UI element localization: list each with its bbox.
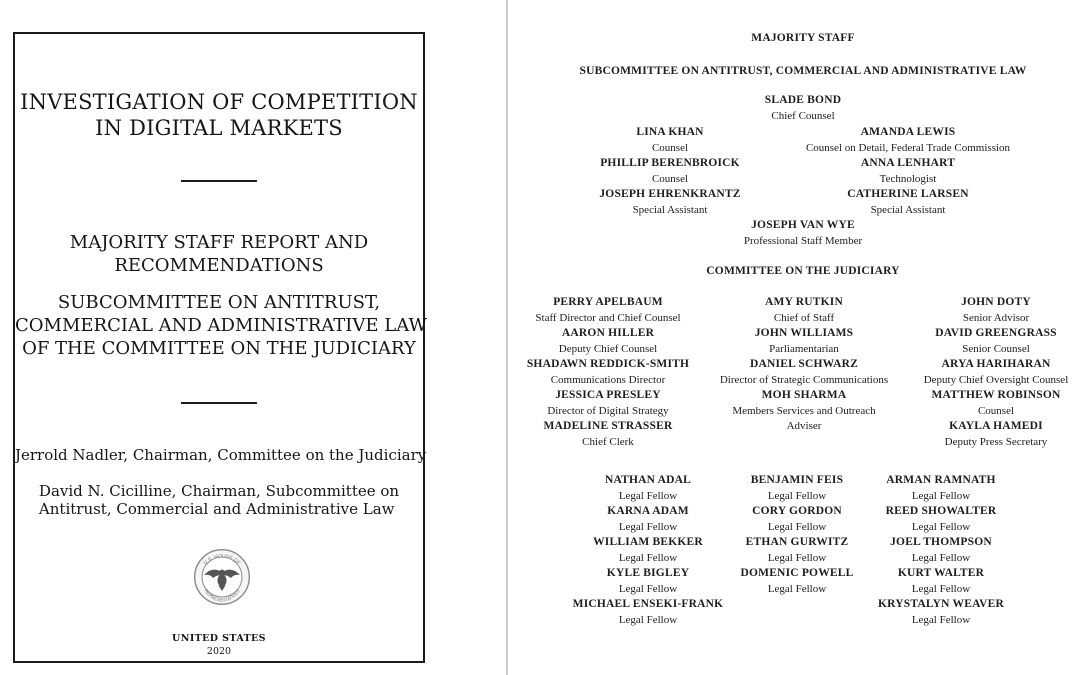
- publisher-line: UNITED STATES: [172, 633, 266, 644]
- report-subtitle: [15, 231, 423, 277]
- staff-title: Legal Fellow: [618, 489, 678, 502]
- subcommittee-title-line-2: COMMERCIAL AND ADMINISTRATIVE LAW: [15, 315, 427, 336]
- staff-title: Parliamentarian: [769, 342, 839, 355]
- staff-title: Legal Fellow: [767, 489, 827, 502]
- subcommittee-staff-column-1: [540, 125, 800, 218]
- staff-title: Director of Strategic Communications: [719, 373, 889, 386]
- staff-name: BENJAMIN FEIS: [750, 474, 844, 486]
- committee-staff-column-3: [901, 295, 1080, 450]
- chairman-line: Jerrold Nadler, Chairman, Committee on the Judiciary: [15, 446, 427, 464]
- staff-name: KAYLA HAMEDI: [949, 420, 1043, 432]
- staff-name: AARON HILLER: [561, 327, 655, 339]
- staff-name: AMY RUTKIN: [765, 296, 843, 308]
- staff-member: [709, 388, 899, 435]
- house-seal: [193, 548, 251, 606]
- seal-top-text: U.S. HOUSE OF: [202, 553, 242, 567]
- staff-name: JOSEPH EHRENKRANTZ: [599, 188, 741, 200]
- subcommittee-chairman-line-2: Antitrust, Commercial and Administrative Law: [38, 500, 395, 518]
- staff-member: [709, 357, 899, 388]
- staff-title: Legal Fellow: [911, 582, 971, 595]
- staff-name: KURT WALTER: [897, 567, 985, 579]
- staff-title: Legal Fellow: [618, 551, 678, 564]
- staff-name: KARNA ADAM: [607, 505, 689, 517]
- divider-rule-top: [181, 180, 257, 182]
- staff-title: Special Assistant: [632, 203, 708, 216]
- staff-name: LINA KHAN: [636, 126, 704, 138]
- staff-name: MOH SHARMA: [761, 389, 847, 401]
- report-subtitle-line-1: MAJORITY STAFF REPORT AND: [69, 232, 369, 253]
- staff-name: ARYA HARIHARAN: [941, 358, 1051, 370]
- staff-name: KRYSTALYN WEAVER: [877, 598, 1005, 610]
- staff-member: [540, 125, 800, 156]
- cover-footer: [15, 632, 423, 658]
- staff-member: [901, 357, 1080, 388]
- staff-title: Members Services and Outreach: [732, 404, 876, 417]
- report-title: [15, 89, 423, 141]
- staff-title: Legal Fellow: [618, 582, 678, 595]
- committee-staff-column-2: [709, 295, 899, 435]
- staff-name: MADELINE STRASSER: [543, 420, 673, 432]
- committee-heading: COMMITTEE ON THE JUDICIARY: [706, 265, 900, 277]
- staff-name: SHADAWN REDDICK-SMITH: [526, 358, 690, 370]
- legal-fellows-column-3: [856, 473, 1026, 628]
- staff-member: [709, 326, 899, 357]
- staff-name: KYLE BIGLEY: [606, 567, 690, 579]
- cover-border-box: [13, 32, 425, 663]
- staff-title: Legal Fellow: [618, 613, 678, 626]
- staff-title: Senior Advisor: [962, 311, 1030, 324]
- staff-title: Deputy Chief Counsel: [558, 342, 658, 355]
- professional-staff-entry: [508, 218, 1080, 249]
- staff-title: Counsel: [651, 141, 689, 154]
- staff-title: Legal Fellow: [767, 551, 827, 564]
- staff-title: Director of Digital Strategy: [547, 404, 669, 417]
- staff-member: [513, 295, 703, 326]
- report-title-line-2: IN DIGITAL MARKETS: [95, 116, 343, 140]
- staff-member: [513, 326, 703, 357]
- staff-name: MATTHEW ROBINSON: [931, 389, 1061, 401]
- staff-title: Deputy Press Secretary: [944, 435, 1048, 448]
- staff-name: JESSICA PRESLEY: [555, 389, 661, 401]
- staff-member: [856, 535, 1026, 566]
- staff-member: [856, 504, 1026, 535]
- staff-name: WILLIAM BEKKER: [593, 536, 703, 548]
- seal-bottom-text: REPRESENTATIVES: [203, 588, 241, 603]
- report-title-line-1: INVESTIGATION OF COMPETITION: [20, 90, 418, 114]
- staff-member: [563, 597, 733, 628]
- staff-name: PHILLIP BERENBROICK: [600, 157, 740, 169]
- staff-title: Chief Clerk: [582, 435, 634, 448]
- staff-member: [563, 566, 733, 597]
- subcommittee-title-line-3: OF THE COMMITTEE ON THE JUDICIARY: [22, 338, 416, 359]
- staff-title-line2: Adviser: [786, 420, 822, 432]
- staff-name: JOHN DOTY: [961, 296, 1031, 308]
- staff-member: [856, 597, 1026, 628]
- divider-rule-bottom: [181, 402, 257, 404]
- staff-name: ARMAN RAMNATH: [886, 474, 996, 486]
- staff-name: JOHN WILLIAMS: [754, 327, 854, 339]
- staff-title: Chief Counsel: [771, 109, 835, 122]
- subcommittee-chairman-line-1: David N. Cicilline, Chairman, Subcommittee on: [38, 482, 400, 500]
- staff-title: Technologist: [879, 172, 937, 185]
- staff-title: Legal Fellow: [911, 613, 971, 626]
- staff-title: Counsel on Detail, Federal Trade Commission: [805, 141, 1011, 154]
- staff-member: [901, 419, 1080, 450]
- staff-title: Counsel: [977, 404, 1015, 417]
- majority-staff-heading: MAJORITY STAFF: [751, 32, 855, 44]
- staff-member: [563, 473, 733, 504]
- staff-name: AMANDA LEWIS: [860, 126, 956, 138]
- staff-title: Legal Fellow: [767, 582, 827, 595]
- staff-name: DAVID GREENGRASS: [935, 327, 1057, 339]
- staff-name: NATHAN ADAL: [604, 474, 691, 486]
- subcommittee-title-line-1: SUBCOMMITTEE ON ANTITRUST,: [57, 292, 381, 313]
- staff-member: [856, 566, 1026, 597]
- staff-name: DOMENIC POWELL: [740, 567, 854, 579]
- staff-member: [563, 535, 733, 566]
- staff-member: [901, 295, 1080, 326]
- staff-member: [513, 388, 703, 419]
- staff-name: REED SHOWALTER: [885, 505, 997, 517]
- staff-title: Counsel: [651, 172, 689, 185]
- staff-member: [513, 357, 703, 388]
- staff-member: [563, 504, 733, 535]
- legal-fellows-column-1: [563, 473, 733, 628]
- staff-name: SLADE BOND: [764, 94, 842, 106]
- subcommittee-chairman-block: [15, 482, 423, 518]
- staff-member: [778, 125, 1038, 156]
- subcommittee-heading: SUBCOMMITTEE ON ANTITRUST, COMMERCIAL AND ADMINISTRATIVE LAW: [579, 65, 1027, 77]
- staff-title: Chief of Staff: [773, 311, 835, 324]
- subcommittee-title: [15, 291, 427, 360]
- staff-name: ETHAN GURWITZ: [745, 536, 849, 548]
- staff-name: DANIEL SCHWARZ: [750, 358, 858, 370]
- cover-page: [0, 0, 506, 675]
- staff-title: Senior Counsel: [962, 342, 1030, 355]
- staff-member: [901, 388, 1080, 419]
- staff-title: Legal Fellow: [911, 520, 971, 533]
- staff-member: [778, 187, 1038, 218]
- staff-title: Special Assistant: [870, 203, 946, 216]
- staff-member: [540, 156, 800, 187]
- staff-title: Communications Director: [550, 373, 666, 386]
- staff-name: ANNA LENHART: [860, 157, 956, 169]
- report-subtitle-line-2: RECOMMENDATIONS: [114, 255, 324, 276]
- staff-title: Professional Staff Member: [743, 234, 863, 247]
- staff-member: [709, 295, 899, 326]
- staff-name: PERRY APELBAUM: [553, 296, 663, 308]
- staff-member: [856, 473, 1026, 504]
- staff-member: [540, 187, 800, 218]
- staff-page: [508, 0, 1080, 675]
- staff-title: Staff Director and Chief Counsel: [535, 311, 681, 324]
- staff-title: Legal Fellow: [911, 551, 971, 564]
- staff-title: Legal Fellow: [767, 520, 827, 533]
- year-line: 2020: [206, 646, 232, 657]
- subcommittee-staff-column-2: [778, 125, 1038, 218]
- staff-member: [778, 156, 1038, 187]
- staff-title: Legal Fellow: [911, 489, 971, 502]
- committee-staff-column-1: [513, 295, 703, 450]
- staff-name: JOSEPH VAN WYE: [751, 219, 855, 231]
- chief-counsel-entry: [508, 93, 1080, 124]
- staff-name: CATHERINE LARSEN: [847, 188, 969, 200]
- staff-title: Deputy Chief Oversight Counsel: [923, 373, 1069, 386]
- staff-member: [901, 326, 1080, 357]
- staff-member: [513, 419, 703, 450]
- staff-name: CORY GORDON: [752, 505, 842, 517]
- staff-name: MICHAEL ENSEKI-FRANK: [572, 598, 724, 610]
- staff-title: Legal Fellow: [618, 520, 678, 533]
- staff-name: JOEL THOMPSON: [890, 536, 992, 548]
